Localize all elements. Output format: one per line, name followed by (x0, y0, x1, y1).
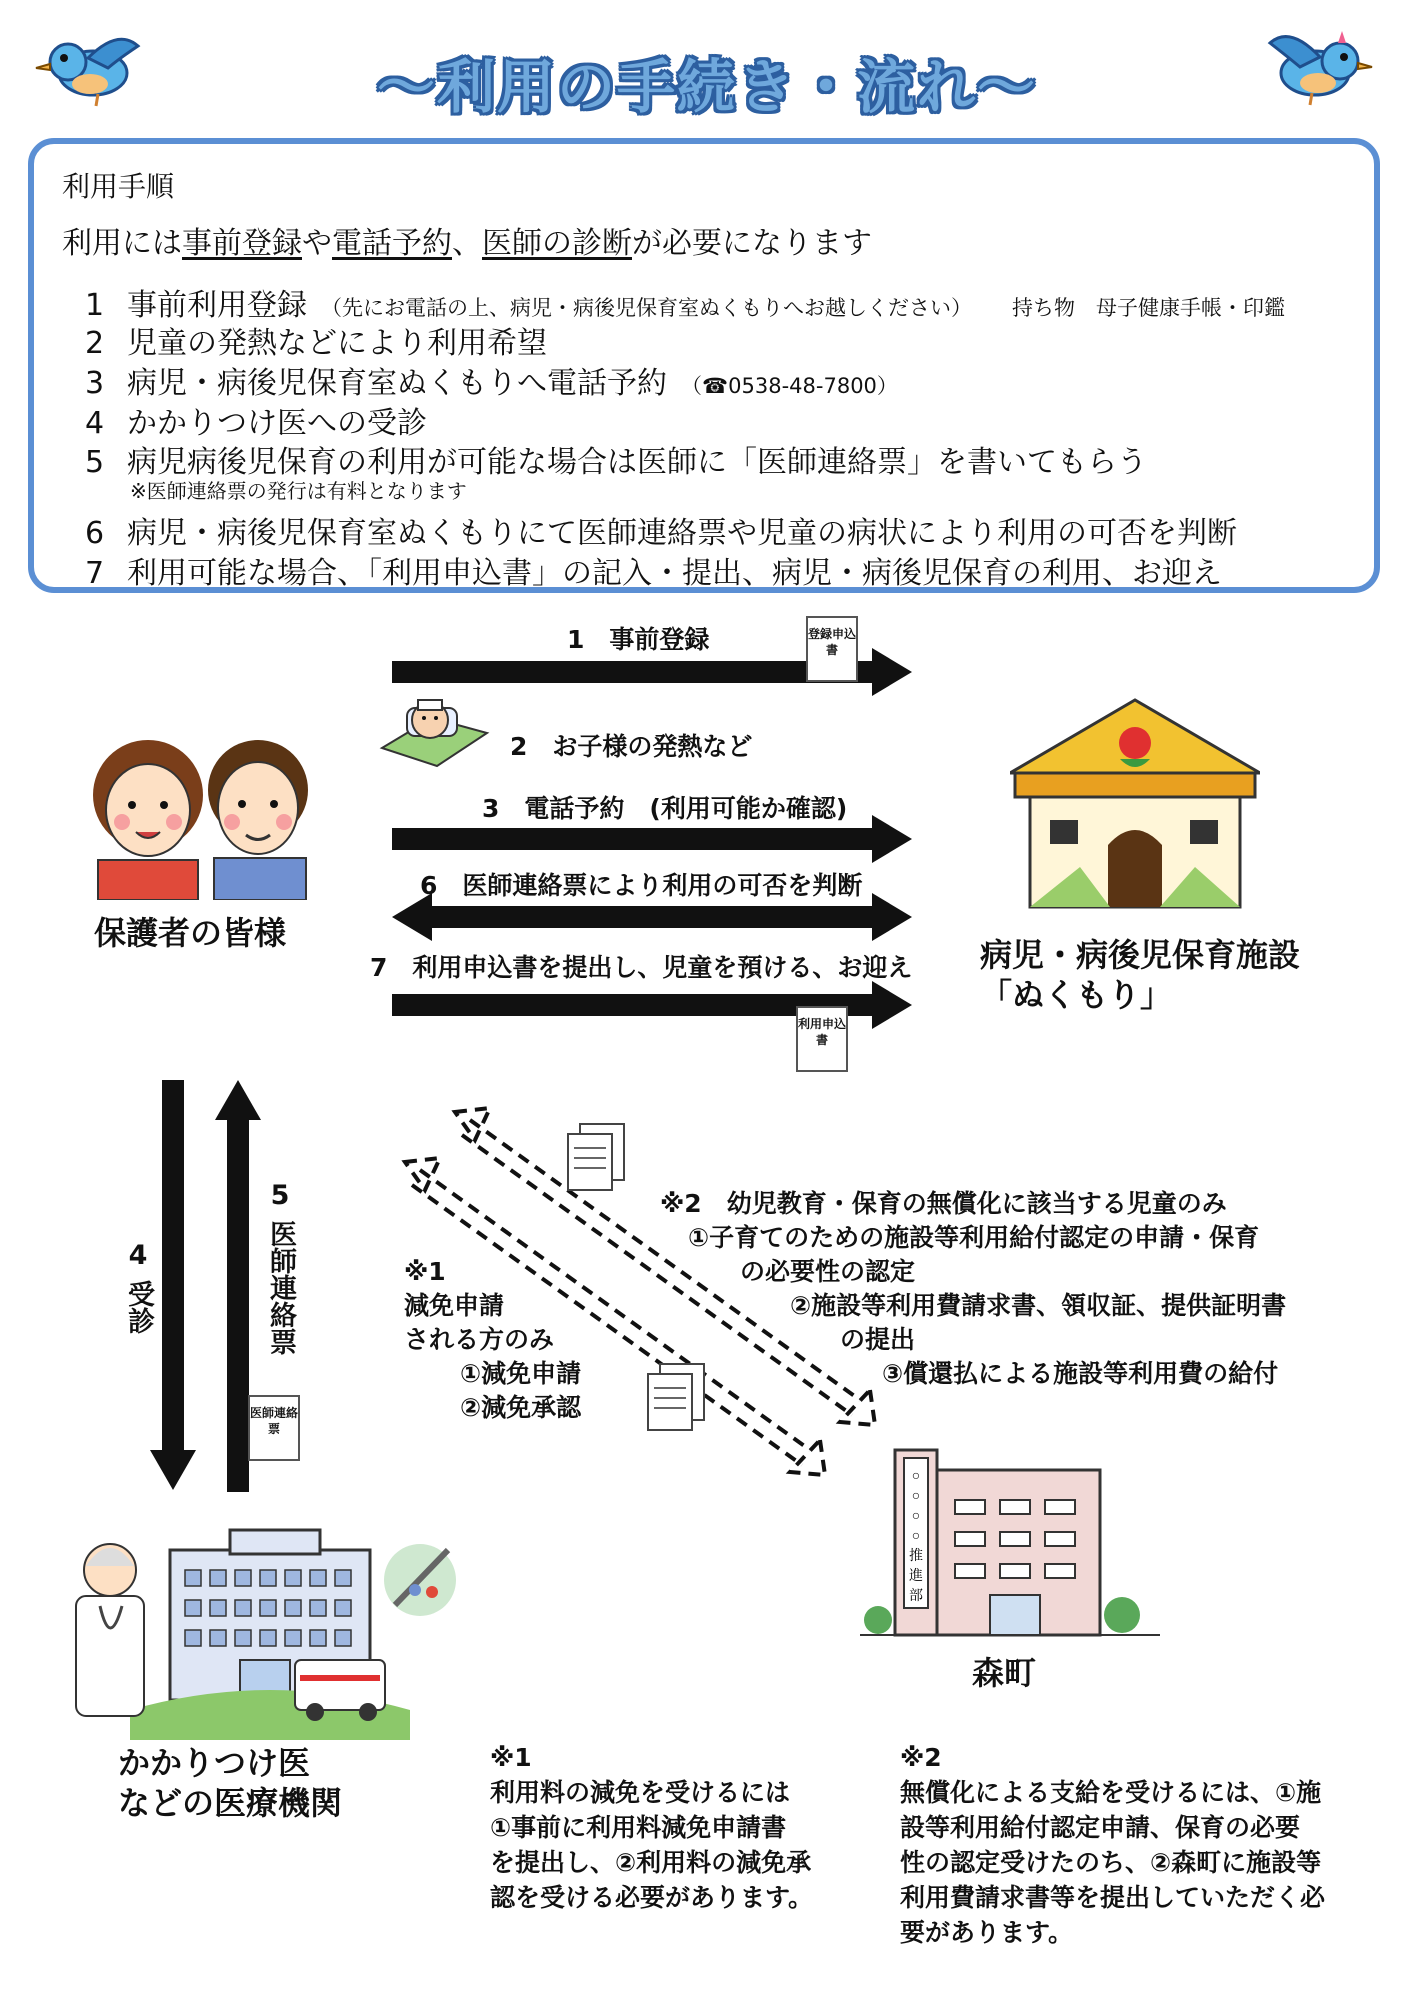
medical-label-line1: かかりつけ医 (118, 1744, 311, 1782)
procedure-step: 4 かかりつけ医への受診 (85, 406, 427, 441)
footnote1: ※1 利用料の減免を受けるには ①事前に利用料減免申請書 を提出し、②利用料の減免承 認を受ける必要があります。 (490, 1743, 814, 1912)
document-icon: 医師連絡票 (248, 1395, 300, 1461)
medical-institution-icon (70, 1510, 470, 1740)
fee-note: ※医師連絡票の発行は有料となります (130, 479, 467, 503)
flow-step7-label: 7 利用申込書を提出し、児童を預ける、お迎え (370, 953, 913, 982)
footnote2: ※2 無償化による支給を受けるには、①施 設等利用給付認定申請、保育の必要 性の認定受けたのち、②森町に施設等 利用費請求書等を提出していただく必 要があります。 (900, 1743, 1326, 1947)
guardians-icon (80, 700, 340, 900)
flow-step3-label: 3 電話予約 (利用可能か確認) (482, 794, 848, 823)
procedure-intro: 利用には事前登録や電話予約、医師の診断が必要になります (62, 226, 872, 261)
flow-step6-label: 6 医師連絡票により利用の可否を判断 (420, 871, 863, 900)
flow-step2-label: 2 お子様の発熱など (510, 732, 753, 761)
facility-label-line1: 病児・病後児保育施設 (980, 936, 1301, 974)
medical-label-line2: などの医療機関 (118, 1784, 343, 1822)
flow-step4-label: 受診 (123, 1280, 154, 1334)
procedure-step: 3 病児・病後児保育室ぬくもりへ電話予約 （☎0538-48-7800） (85, 366, 898, 401)
facility-icon (1010, 695, 1260, 915)
procedure-step: 2 児童の発熱などにより利用希望 (85, 326, 547, 361)
procedure-step: 5 病児病後児保育の利用が可能な場合は医師に「医師連絡票」を書いてもらう (85, 445, 1147, 480)
document-icon: 利用申込書 (796, 1006, 848, 1072)
document-icon: 登録申込書 (806, 616, 858, 682)
procedure-step: 7 利用可能な場合、「利用申込書」の記入・提出、病児・病後児保育の利用、お迎え (85, 556, 1222, 591)
arrow-step4 (150, 1080, 196, 1490)
town-office-icon (860, 1440, 1160, 1640)
town-sign-text: ○ ○ ○ ○推進部 (909, 1467, 923, 1603)
procedure-heading: 利用手順 (62, 170, 175, 203)
flow-step5-label: 医師連絡票 (265, 1220, 296, 1355)
note2: ※2 幼児教育・保育の無償化に該当する児童のみ ①子育てのための施設等利用給付認定の申請・保育 の必要性の認定 ②施設等利用費請求書、領収証、提供証明書 の提出 ③償還払による施設等利用費の給付 (660, 1189, 1287, 1388)
flow-step4-num: 4 (128, 1240, 148, 1271)
page-title: ～利用の手続き・流れ～ (376, 53, 1037, 121)
flow-step1-label: 1 事前登録 (567, 625, 710, 654)
facility-label-line2: 「ぬくもり」 (980, 976, 1173, 1014)
flow-step5-num: 5 (270, 1180, 290, 1211)
guardians-label: 保護者の皆様 (94, 914, 287, 952)
sick-child-icon (372, 688, 492, 770)
papers-icon (560, 1120, 640, 1200)
procedure-step: 1 事前利用登録 （先にお電話の上、病児・病後児保育室ぬくもりへお越しください） 持ち物 母子健康手帳・印鑑 (85, 288, 1285, 323)
town-label: 森町 (972, 1654, 1037, 1692)
note1: ※1 減免申請 される方のみ ①減免申請 ②減免承認 (404, 1257, 582, 1422)
procedure-step: 6 病児・病後児保育室ぬくもりにて医師連絡票や児童の病状により利用の可否を判断 (85, 516, 1237, 551)
